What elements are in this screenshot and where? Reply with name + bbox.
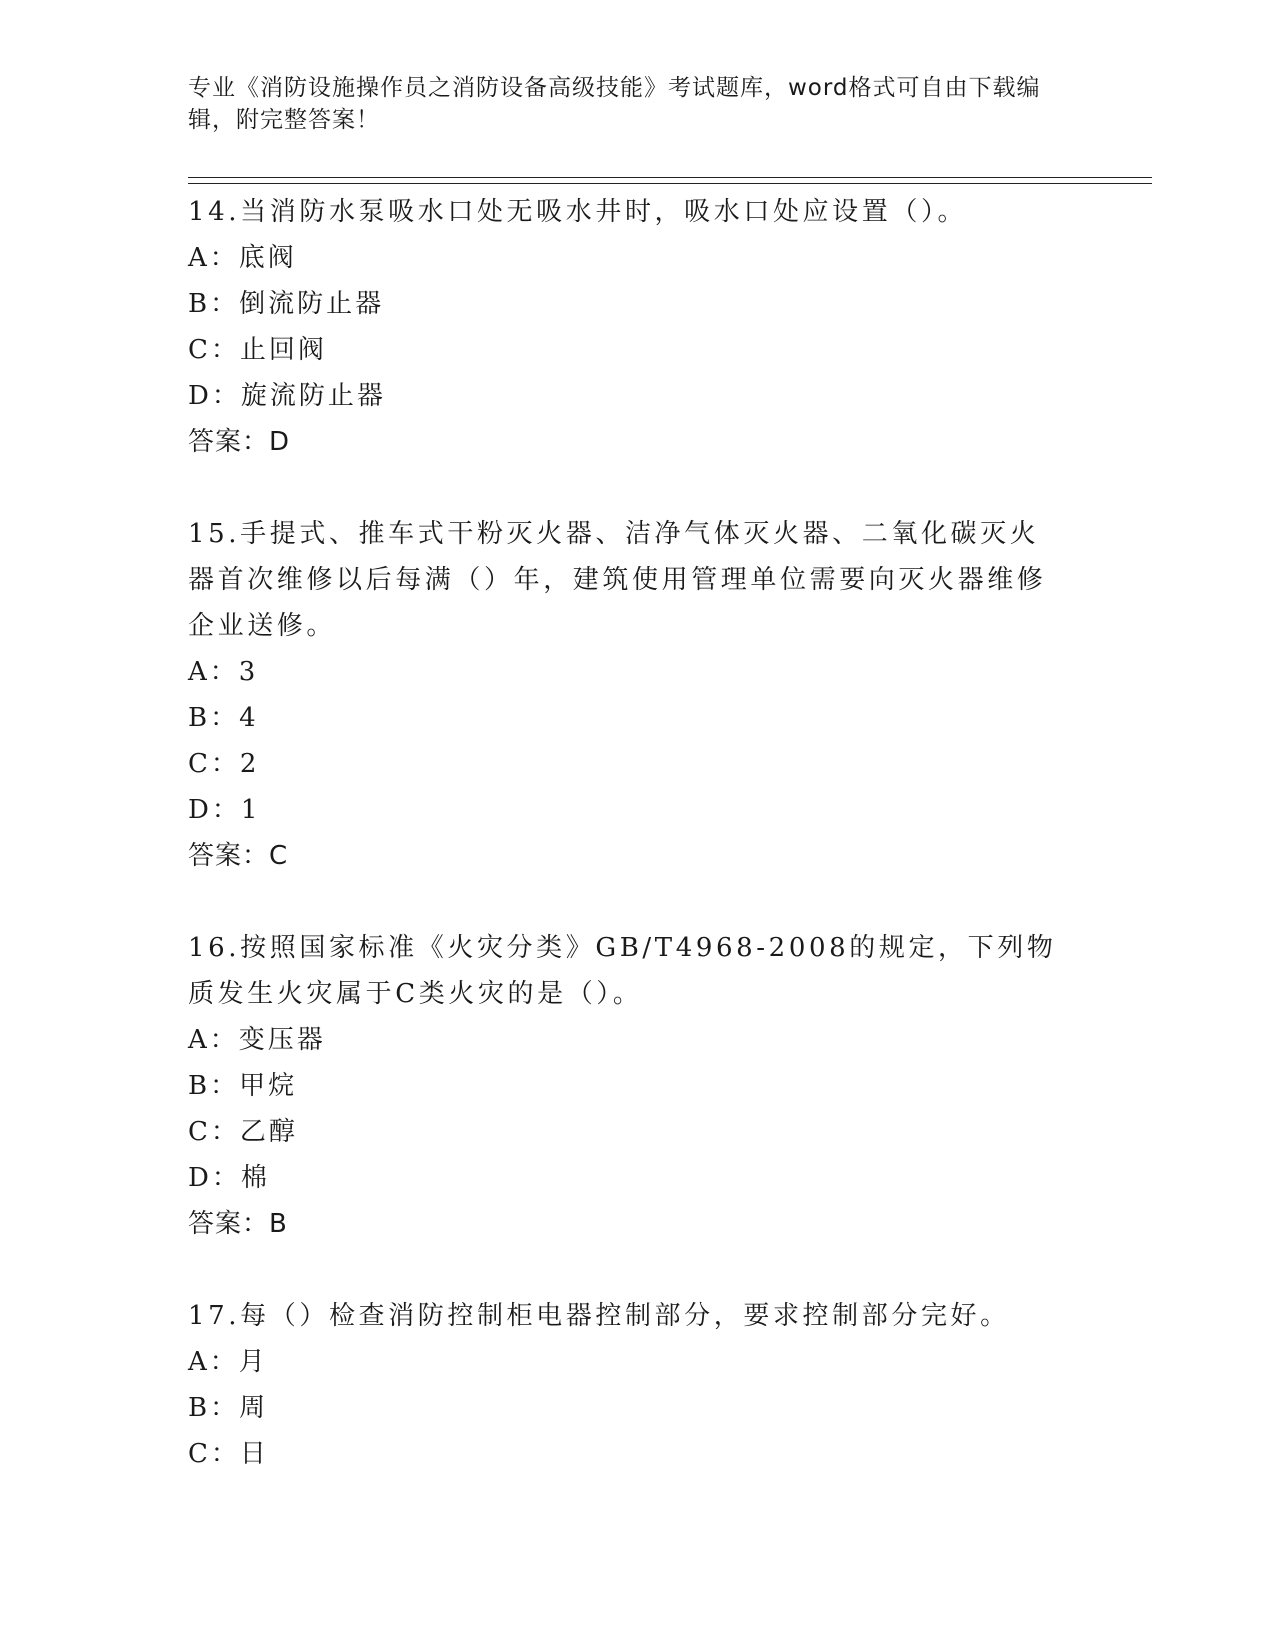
- option-a: A：底阀: [188, 243, 297, 273]
- option-b: B：倒流防止器: [188, 289, 385, 319]
- document-intro: 专业《消防设施操作员之消防设备高级技能》考试题库，word格式可自由下载编辑，附完整答案！: [188, 75, 1041, 133]
- option-a: A：3: [188, 657, 259, 687]
- question-list: [188, 189, 1068, 1523]
- header-divider-bottom: [188, 183, 1152, 184]
- header-divider-top: [188, 177, 1152, 178]
- option-d: D：1: [188, 795, 261, 825]
- option-d: D：棉: [188, 1163, 270, 1193]
- option-b: B：4: [188, 703, 259, 733]
- option-c: C：日: [188, 1439, 269, 1469]
- answer-line: 答案：C: [188, 841, 289, 871]
- option-a: A：月: [188, 1347, 268, 1377]
- question-17: [188, 1293, 1068, 1477]
- question-stem: 15.手提式、推车式干粉灭火器、洁净气体灭火器、二氧化碳灭火器首次维修以后每满（）年，建筑使用管理单位需要向灭火器维修企业送修。: [188, 519, 1047, 641]
- option-b: B：甲烷: [188, 1071, 298, 1101]
- question-14: [188, 189, 1068, 465]
- question-stem: 16.按照国家标准《火灾分类》GB/T4968-2008的规定，下列物质发生火灾属于C类火灾的是（）。: [188, 933, 1057, 1009]
- option-c: C：2: [188, 749, 260, 779]
- question-15: [188, 511, 1068, 879]
- answer-line: 答案：B: [188, 1209, 288, 1239]
- option-d: D：旋流防止器: [188, 381, 386, 411]
- option-c: C：乙醇: [188, 1117, 298, 1147]
- answer-line: 答案：D: [188, 427, 291, 457]
- option-b: B：周: [188, 1393, 269, 1423]
- option-c: C：止回阀: [188, 335, 327, 365]
- question-16: [188, 925, 1068, 1247]
- question-stem: 17.每（）检查消防控制柜电器控制部分，要求控制部分完好。: [188, 1301, 1010, 1331]
- option-a: A：变压器: [188, 1025, 326, 1055]
- question-stem: 14.当消防水泵吸水口处无吸水井时，吸水口处应设置（）。: [188, 197, 968, 227]
